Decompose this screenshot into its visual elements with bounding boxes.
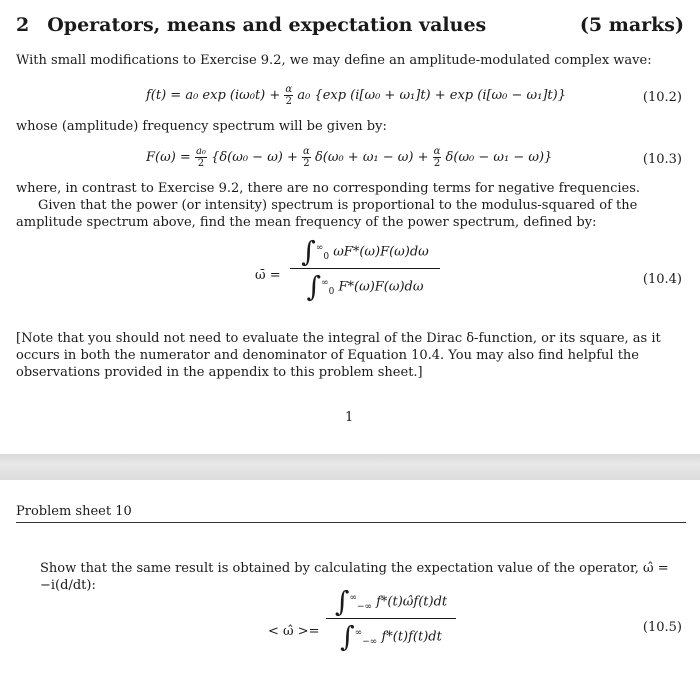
eq103-part1: {δ(ω₀ − ω) + (211, 150, 298, 165)
integral-sign: ∫ (301, 235, 316, 268)
eq104-denominator: $\int^\infty_0$ F*(ω)F(ω)dω (306, 270, 424, 303)
eq103-lhs: F(ω) = (146, 150, 191, 165)
alpha-over-two: $\frac{\alpha}{2}$ (433, 146, 441, 169)
eq102-lhs: f(t) = a₀ exp (iω₀t) + (146, 88, 281, 103)
eq103-number: (10.3) (642, 152, 682, 167)
equation-10-2 (146, 84, 566, 107)
eq104-number: (10.4) (642, 272, 682, 287)
section-number: 2 (16, 14, 30, 36)
equation-10-3 (146, 146, 552, 169)
paragraph-note: [Note that you should not need to evaluate the integral of the Dirac δ-function, or its square, as it occurs in both the numerator and denominator of Equation 10.4. You may also find helpful the observations provided in the appendix to this problem sheet.] (16, 331, 661, 380)
header-rule (16, 522, 686, 523)
eq105-number: (10.5) (642, 620, 682, 635)
integral-sign: ∫ (306, 270, 322, 303)
eq105-numerator: $\int^\infty_{-\infty}$ f*(t)ω̂f(t)dt (334, 585, 448, 618)
eq104-numerator: $\int^\infty_0$ ωF*(ω)F(ω)dω (301, 235, 429, 268)
section-marks: (5 marks) (579, 14, 684, 36)
eq103-part2: δ(ω₀ + ω₁ − ω) + (314, 150, 429, 165)
alpha-over-two: $\frac{\alpha}{2}$ (303, 146, 310, 169)
paragraph-negative-frequencies: where, in contrast to Exercise 9.2, there are no corresponding terms for negative frequencies. (16, 181, 641, 196)
integral-sign: ∫ (340, 620, 355, 653)
alpha-over-two: $\frac{\alpha}{2}$ (285, 84, 293, 107)
eq102-number: (10.2) (642, 90, 682, 105)
page-number: 1 (345, 410, 354, 425)
eq103-part3: δ(ω₀ − ω₁ − ω)} (445, 150, 553, 165)
eq105-lhs: < ω̂ >= (268, 624, 320, 639)
eq105-denominator: $\int^\infty_{-\infty}$ f*(t)f(t)dt (340, 620, 442, 653)
page-2 (0, 480, 700, 676)
paragraph-power-spectrum: Given that the power (or intensity) spectrum is proportional to the modulus-squared of the amplitude spectrum above, find the mean frequency of the power spectrum, defined by: (16, 198, 638, 230)
paragraph-expectation: Show that the same result is obtained by calculating the expectation value of the operator, ω̂ = −i(d/dt): (40, 561, 669, 593)
section-heading (16, 14, 684, 36)
paragraph-spectrum: whose (amplitude) frequency spectrum will be given by: (16, 119, 387, 134)
equation-10-4 (290, 235, 440, 303)
problem-sheet-header: Problem sheet 10 (16, 504, 132, 519)
eq102-rhs: a₀ {exp (i[ω₀ + ω₁]t) + exp (i[ω₀ − ω₁]t)} (297, 88, 566, 103)
a0-over-two: $\frac{\text{a₀}}{2}$ (195, 146, 206, 169)
integral-sign: ∫ (334, 585, 350, 618)
paragraph-intro: With small modifications to Exercise 9.2, we may define an amplitude-modulated complex wave: (16, 53, 652, 68)
equation-10-5 (326, 585, 456, 653)
page-separator (0, 454, 700, 480)
section-title: Operators, means and expectation values (47, 14, 487, 36)
eq104-lhs: ω̄ = (255, 268, 281, 283)
